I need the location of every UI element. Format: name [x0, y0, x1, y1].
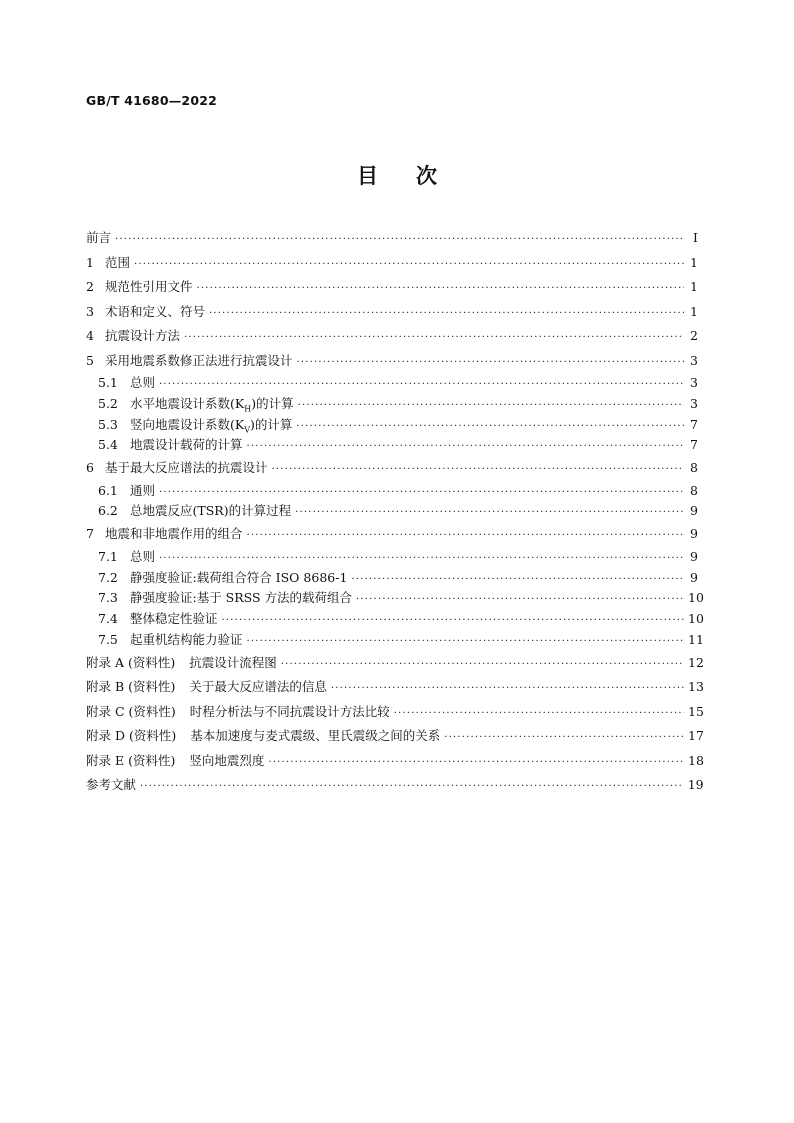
toc-appendix-label: 附录 A (资料性)	[86, 654, 176, 670]
toc-entry-title	[130, 435, 247, 456]
toc-entry[interactable]	[86, 456, 698, 481]
dot-leader	[247, 632, 684, 653]
toc-entry-number: 5.4	[98, 437, 118, 453]
toc-page-number: 10	[688, 611, 704, 627]
toc-page-number: 1	[690, 254, 698, 270]
toc-entry-title-text: 范围	[105, 254, 131, 270]
toc-entry-title	[189, 675, 331, 700]
toc-page-number: Ⅰ	[693, 230, 698, 245]
dot-leader	[209, 302, 684, 327]
dot-leader	[356, 590, 684, 611]
dot-leader	[351, 570, 684, 591]
toc-entry-title-text: 静强度验证:基于 SRSS 方法的载荷组合	[130, 590, 353, 606]
toc-entry-title	[105, 275, 197, 300]
toc-entry-number: 6	[86, 460, 94, 476]
toc-entry-title	[86, 773, 140, 798]
toc-page-number: 3	[690, 352, 698, 368]
toc-entry-title-text: 总则	[130, 548, 156, 564]
toc-entry[interactable]	[86, 349, 698, 374]
toc-entry-title-text: 采用地震系数修正法进行抗震设计	[105, 352, 293, 368]
toc-entry-title-text: 抗震设计方法	[105, 328, 181, 343]
toc-entry[interactable]	[86, 547, 698, 568]
toc-entry-number: 7.3	[98, 590, 118, 606]
dot-leader	[159, 483, 684, 504]
toc-entry[interactable]	[86, 749, 704, 774]
toc-entry[interactable]	[86, 773, 704, 798]
toc-entry-title	[130, 373, 159, 394]
toc-list	[86, 226, 704, 798]
toc-entry-number: 5.1	[98, 375, 118, 390]
toc-appendix-label: 附录 C (资料性)	[86, 703, 176, 719]
toc-entry-title	[130, 568, 351, 589]
toc-entry-number: 7.1	[98, 548, 118, 564]
toc-entry-title-text: 关于最大反应谱法的信息	[189, 679, 327, 695]
toc-entry[interactable]	[86, 675, 704, 700]
dot-leader	[298, 396, 684, 417]
toc-page-number: 9	[690, 569, 698, 585]
toc-page-number: 17	[688, 728, 704, 744]
toc-entry[interactable]	[86, 251, 698, 276]
toc-entry-title	[105, 324, 184, 349]
toc-entry-title	[86, 226, 115, 251]
title-char-2: 次	[416, 164, 437, 188]
toc-entry-title-text: 参考文献	[86, 777, 137, 793]
toc-entry-title	[130, 547, 159, 568]
dot-leader	[197, 277, 684, 302]
page-title	[0, 160, 794, 190]
toc-entry[interactable]	[86, 568, 698, 589]
toc-entry-title-text: 前言	[86, 230, 112, 245]
toc-entry-title-text: 时程分析法与不同抗震设计方法比较	[189, 703, 390, 719]
toc-entry-title-text: 基于最大反应谱法的抗震设计	[105, 460, 268, 476]
toc-entry-number: 7	[86, 526, 94, 542]
toc-entry-title-text: 术语和定义、符号	[105, 303, 206, 319]
toc-entry[interactable]	[86, 630, 704, 651]
toc-entry[interactable]	[86, 373, 698, 394]
dot-leader	[296, 417, 684, 438]
standard-code: GB/T 41680—2022	[86, 93, 218, 108]
toc-entry[interactable]	[86, 324, 698, 349]
toc-entry[interactable]	[86, 300, 698, 325]
toc-page-number: 19	[687, 777, 704, 793]
toc-entry[interactable]	[86, 724, 704, 749]
dot-leader	[140, 775, 684, 800]
toc-entry-number: 1	[86, 254, 94, 270]
toc-entry[interactable]	[86, 435, 698, 456]
toc-entry-number: 4	[86, 328, 94, 343]
dot-leader	[331, 677, 684, 702]
dot-leader	[268, 751, 684, 776]
toc-page-number: 8	[690, 482, 698, 498]
toc-entry-title-text: 总则	[130, 375, 156, 390]
toc-entry-title	[105, 522, 247, 547]
toc-entry[interactable]	[86, 226, 698, 251]
toc-entry-subscript: V	[244, 425, 250, 435]
toc-entry-title	[130, 481, 159, 502]
toc-page-number: 1	[690, 303, 698, 319]
toc-entry[interactable]	[86, 481, 698, 502]
toc-entry-title	[130, 609, 222, 630]
toc-page-number: 18	[688, 752, 704, 768]
toc-page-number: 7	[690, 416, 698, 432]
dot-leader	[247, 437, 684, 458]
toc-entry-title	[189, 749, 268, 774]
toc-page-number: 2	[690, 328, 698, 343]
dot-leader	[247, 524, 684, 549]
toc-page-number: 9	[690, 526, 698, 542]
toc-entry[interactable]	[86, 651, 704, 676]
toc-entry-title-text: 起重机结构能力验证	[130, 631, 243, 647]
toc-entry-title	[105, 349, 297, 374]
dot-leader	[295, 503, 684, 524]
dot-leader	[222, 611, 684, 632]
dot-leader	[115, 228, 684, 253]
toc-entry[interactable]	[86, 415, 698, 436]
toc-entry[interactable]	[86, 275, 698, 300]
toc-page-number: 9	[690, 503, 698, 519]
toc-entry[interactable]	[86, 609, 704, 630]
toc-entry-number: 7.2	[98, 569, 118, 585]
toc-page-number: 9	[690, 548, 698, 564]
toc-page-number: 13	[688, 679, 704, 695]
toc-entry-title	[190, 724, 444, 749]
toc-entry-title	[130, 501, 295, 522]
toc-entry[interactable]	[86, 394, 698, 415]
toc-entry-number: 6.2	[98, 503, 118, 519]
toc-page-number: 11	[688, 631, 704, 647]
toc-entry-subscript: H	[244, 404, 252, 414]
toc-entry-title-text: 整体稳定性验证	[130, 611, 218, 627]
toc-entry-title-text: 规范性引用文件	[105, 279, 193, 294]
toc-entry-title	[190, 700, 394, 725]
toc-entry-title-text: 地震设计载荷的计算	[130, 437, 243, 453]
toc-entry-title	[130, 588, 356, 609]
toc-entry-title	[105, 251, 134, 276]
toc-entry-title-text: 基本加速度与麦式震级、里氏震级之间的关系	[190, 728, 441, 744]
dot-leader	[159, 375, 684, 396]
toc-entry-title-text: 静强度验证:载荷组合符合 ISO 8686-1	[130, 569, 348, 585]
toc-entry-number: 6.1	[98, 482, 118, 498]
dot-leader	[159, 549, 684, 570]
dot-leader	[281, 653, 684, 678]
toc-entry-number: 7.4	[98, 611, 118, 627]
toc-entry-title	[105, 300, 209, 325]
toc-entry[interactable]	[86, 588, 704, 609]
toc-appendix-label: 附录 E (资料性)	[86, 752, 176, 768]
toc-page-number: 7	[690, 437, 698, 453]
toc-appendix-label: 附录 D (资料性)	[86, 728, 177, 744]
toc-entry-title	[189, 651, 281, 676]
toc-entry-title-suffix: )的计算	[250, 416, 293, 432]
dot-leader	[134, 253, 684, 278]
dot-leader	[394, 702, 684, 727]
toc-page-number: 10	[688, 590, 704, 606]
toc-entry-title-text: 总地震反应(TSR)的计算过程	[130, 503, 292, 519]
toc-page-number: 8	[690, 460, 698, 476]
toc-page-number: 3	[690, 375, 698, 390]
toc-entry-title	[105, 456, 272, 481]
toc-entry-number: 5.2	[98, 395, 118, 411]
toc-entry-title-suffix: )的计算	[251, 395, 294, 411]
dot-leader	[297, 351, 684, 376]
toc-entry[interactable]	[86, 501, 698, 522]
toc-entry-title-text: 通则	[130, 482, 156, 498]
toc-appendix-label: 附录 B (资料性)	[86, 679, 176, 695]
title-char-1: 目	[357, 164, 378, 188]
toc-entry-title-text: 地震和非地震作用的组合	[105, 526, 243, 542]
toc-page-number: 3	[690, 395, 698, 411]
toc-entry[interactable]	[86, 700, 704, 725]
toc-entry-title-text: 竖向地震设计系数(K	[130, 416, 245, 432]
toc-page-number: 1	[690, 279, 698, 294]
toc-entry-title-text: 水平地震设计系数(K	[130, 395, 245, 411]
toc-page-number: 15	[688, 703, 704, 719]
dot-leader	[184, 326, 684, 351]
toc-entry-title-text: 竖向地震烈度	[189, 752, 265, 768]
dot-leader	[444, 726, 684, 751]
toc-entry-number: 2	[86, 279, 94, 294]
toc-entry-number: 7.5	[98, 631, 118, 647]
toc-entry-number: 3	[86, 303, 94, 319]
toc-entry-title-text: 抗震设计流程图	[189, 654, 277, 670]
toc-entry[interactable]	[86, 522, 698, 547]
toc-entry-number: 5	[86, 352, 94, 368]
toc-page-number: 12	[688, 654, 704, 670]
toc-entry-title	[130, 630, 247, 651]
dot-leader	[272, 458, 684, 483]
toc-entry-number: 5.3	[98, 416, 118, 432]
